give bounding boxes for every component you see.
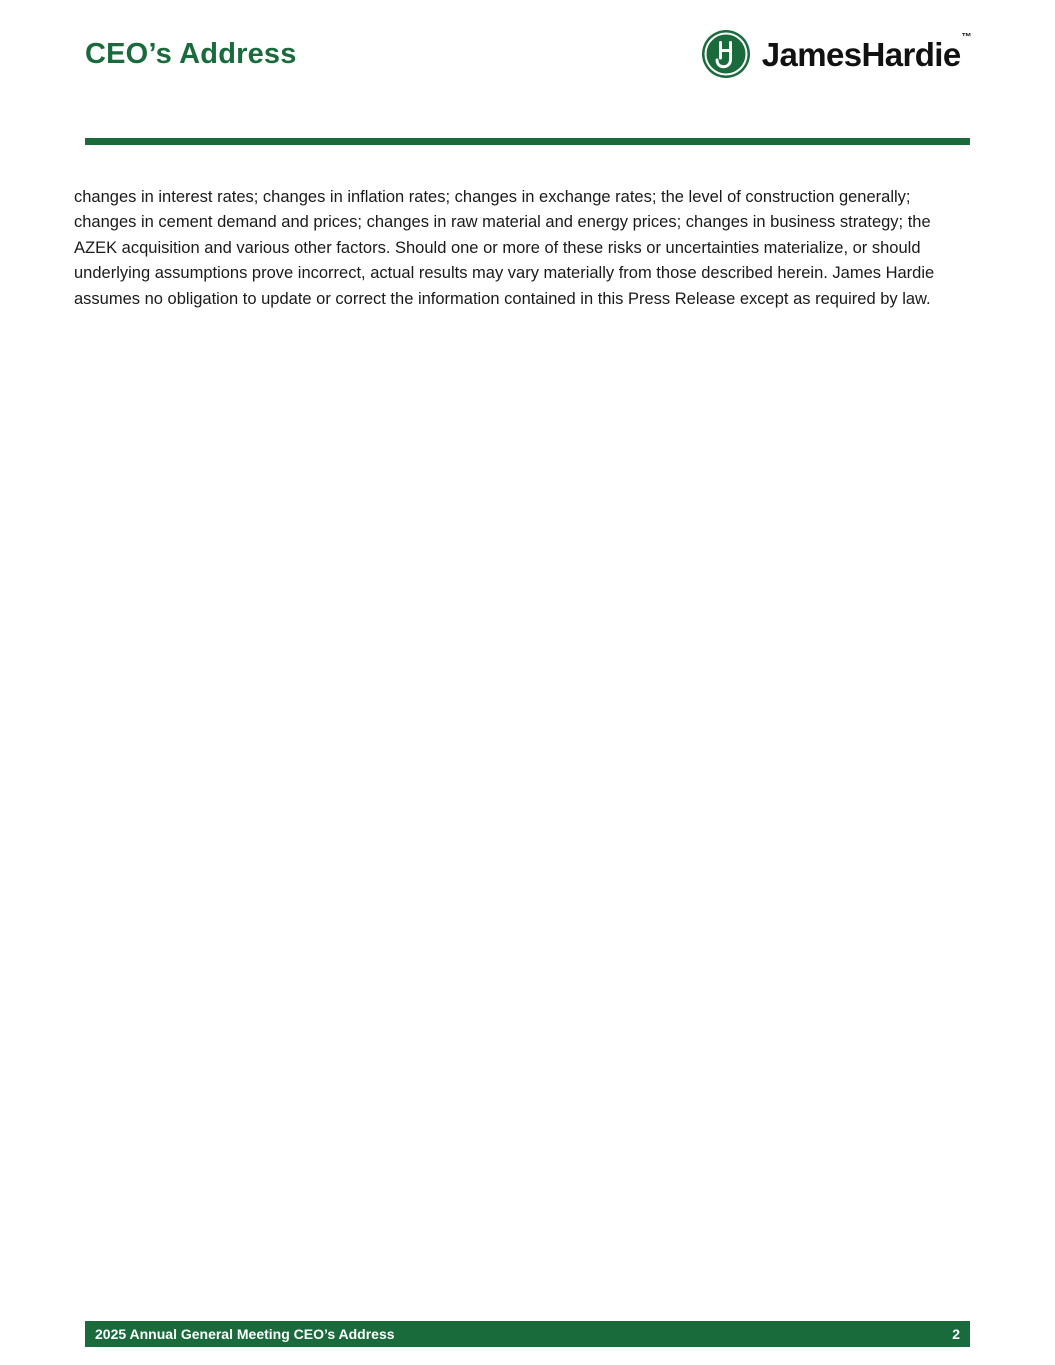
page-footer (85, 1321, 970, 1347)
trademark-symbol: ™ (961, 31, 971, 43)
logo-wordmark (761, 31, 971, 73)
footer-title: 2025 Annual General Meeting CEO’s Address (95, 1326, 395, 1342)
jh-monogram-icon (700, 28, 752, 80)
header-divider (85, 138, 970, 145)
page-title: CEO’s Address (85, 38, 297, 70)
footer-page-number: 2 (952, 1326, 960, 1342)
page-header (85, 28, 970, 108)
body-paragraph: changes in interest rates; changes in inflation rates; changes in exchange rates; the level of construction generally; changes in cement demand and prices; changes in raw material and energy prices; changes in business strategy; the AZEK acquisition and various other factors. Should one or more of these risks or uncertainties materialize, or should underlying assumptions prove incorrect, actual results may vary materially from those described herein. James Hardie assumes no obligation to update or correct the information contained in this Press Release except as required by law. (74, 187, 935, 308)
logo-wordmark-text: JamesHardie (761, 35, 961, 73)
james-hardie-logo (700, 28, 970, 80)
